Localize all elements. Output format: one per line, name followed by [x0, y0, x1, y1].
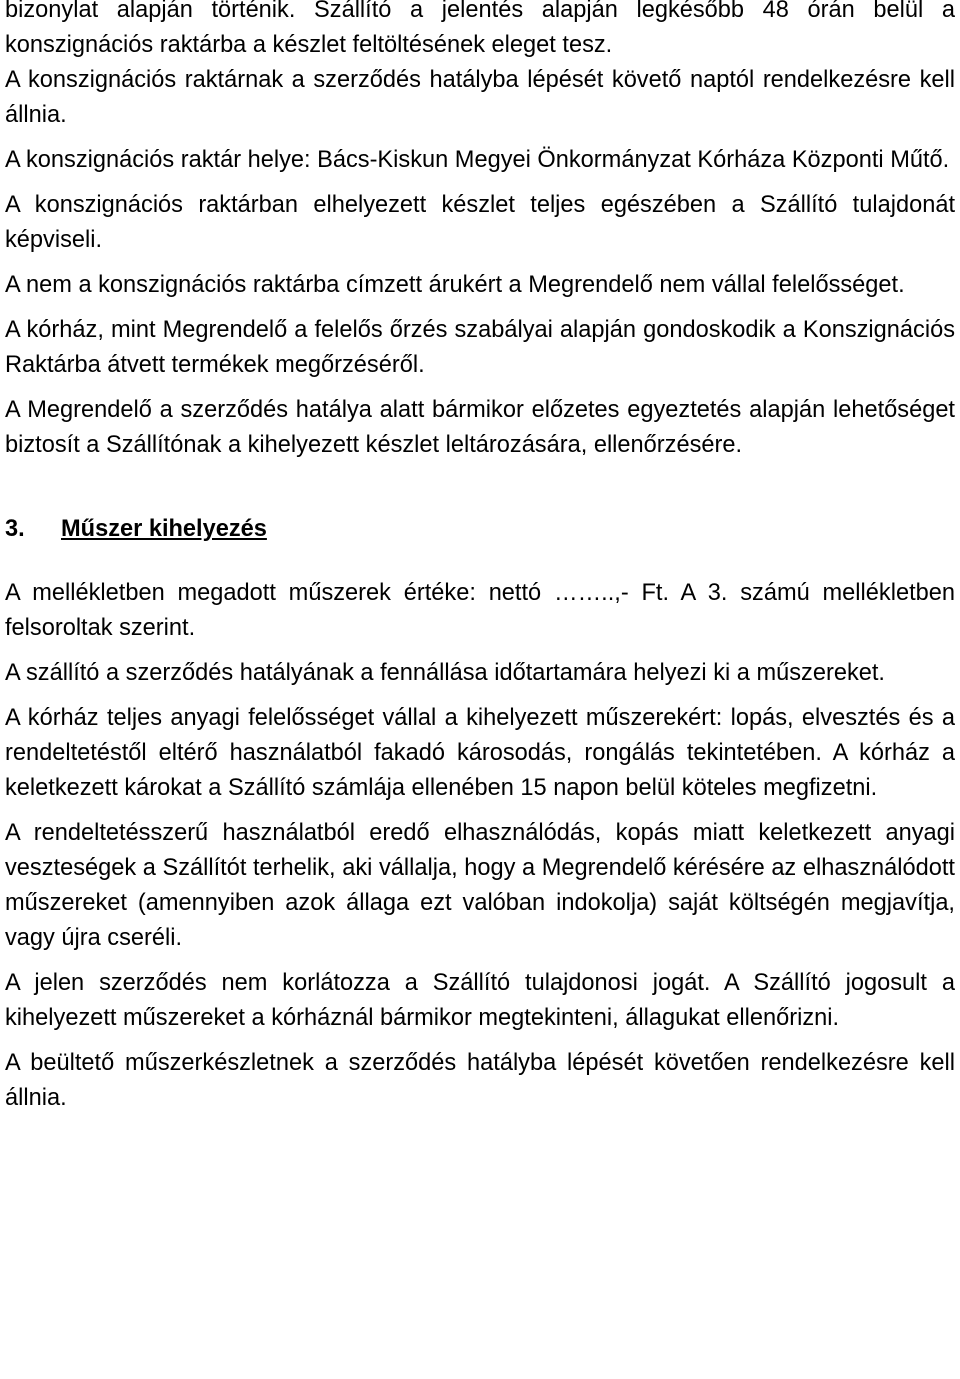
paragraph-warehouse-availability: A konszignációs raktárnak a szerződés hatályba lépését követő naptól rendelkezésre kell állnia. — [5, 67, 955, 128]
paragraph-implant-kit-availability: A beültető műszerkészletnek a szerződés hatályba lépését követően rendelkezésre kell állnia. — [5, 1050, 955, 1111]
paragraph-custody: A kórház, mint Megrendelő a felelős őrzés szabályai alapján gondoskodik a Konszignációs Raktárba átvett termékek megőrzéséről. — [5, 317, 955, 378]
paragraph-stock-ownership: A konszignációs raktárban elhelyezett készlet teljes egészében a Szállító tulajdonát képviseli. — [5, 192, 955, 253]
paragraph-hospital-liability: A kórház teljes anyagi felelősséget vállal a kihelyezett műszerekért: lopás, elvesztés és a rendeltetéstől eltérő használatból fakadó károsodás, rongálás tekintetében. A kórház a keletkezett károkat a Szállító számlája ellenében 15 napon belül köteles megfizetni. — [5, 705, 955, 801]
section-number: 3. — [5, 516, 25, 542]
section-title: Műszer kihelyezés — [61, 516, 267, 542]
paragraph-inventory-check: A Megrendelő a szerződés hatálya alatt bármikor előzetes egyeztetés alapján lehetőséget biztosít a Szállítónak a kihelyezett készlet leltározására, ellenőrzésére. — [5, 397, 955, 458]
paragraph-instrument-value: A mellékletben megadott műszerek értéke: nettó ……..,- Ft. A 3. számú mellékletben felsoroltak szerint. — [5, 580, 955, 641]
paragraph-ownership-rights: A jelen szerződés nem korlátozza a Szállító tulajdonosi jogát. A Szállító jogosult a kihelyezett műszereket a kórháznál bármikor megtekinteni, állagukat ellenőrizni. — [5, 970, 955, 1031]
section-heading — [5, 512, 955, 547]
paragraph-liability-disclaimer: A nem a konszignációs raktárba címzett árukért a Megrendelő nem vállal felelősséget. — [5, 272, 905, 298]
document-page — [5, 0, 955, 1116]
paragraph-wear-and-tear: A rendeltetésszerű használatból eredő elhasználódás, kopás miatt keletkezett anyagi veszteségek a Szállítót terhelik, aki vállalja, hogy a Megrendelő kérésére az elhasználódott műszereket (amennyiben azok állaga ezt valóban indokolja) saját költségén megjavítja, vagy újra cseréli. — [5, 820, 955, 951]
paragraph-warehouse-location: A konszignációs raktár helye: Bács-Kiskun Megyei Önkormányzat Kórháza Központi Műtő. — [5, 147, 950, 173]
paragraph-inventory-refill: bizonylat alapján történik. Szállító a jelentés alapján legkésőbb 48 órán belül a konszignációs raktárba a készlet feltöltésének eleget tesz. — [5, 0, 955, 58]
paragraph-instrument-placement: A szállító a szerződés hatályának a fennállása időtartamára helyezi ki a műszereket. — [5, 660, 885, 686]
